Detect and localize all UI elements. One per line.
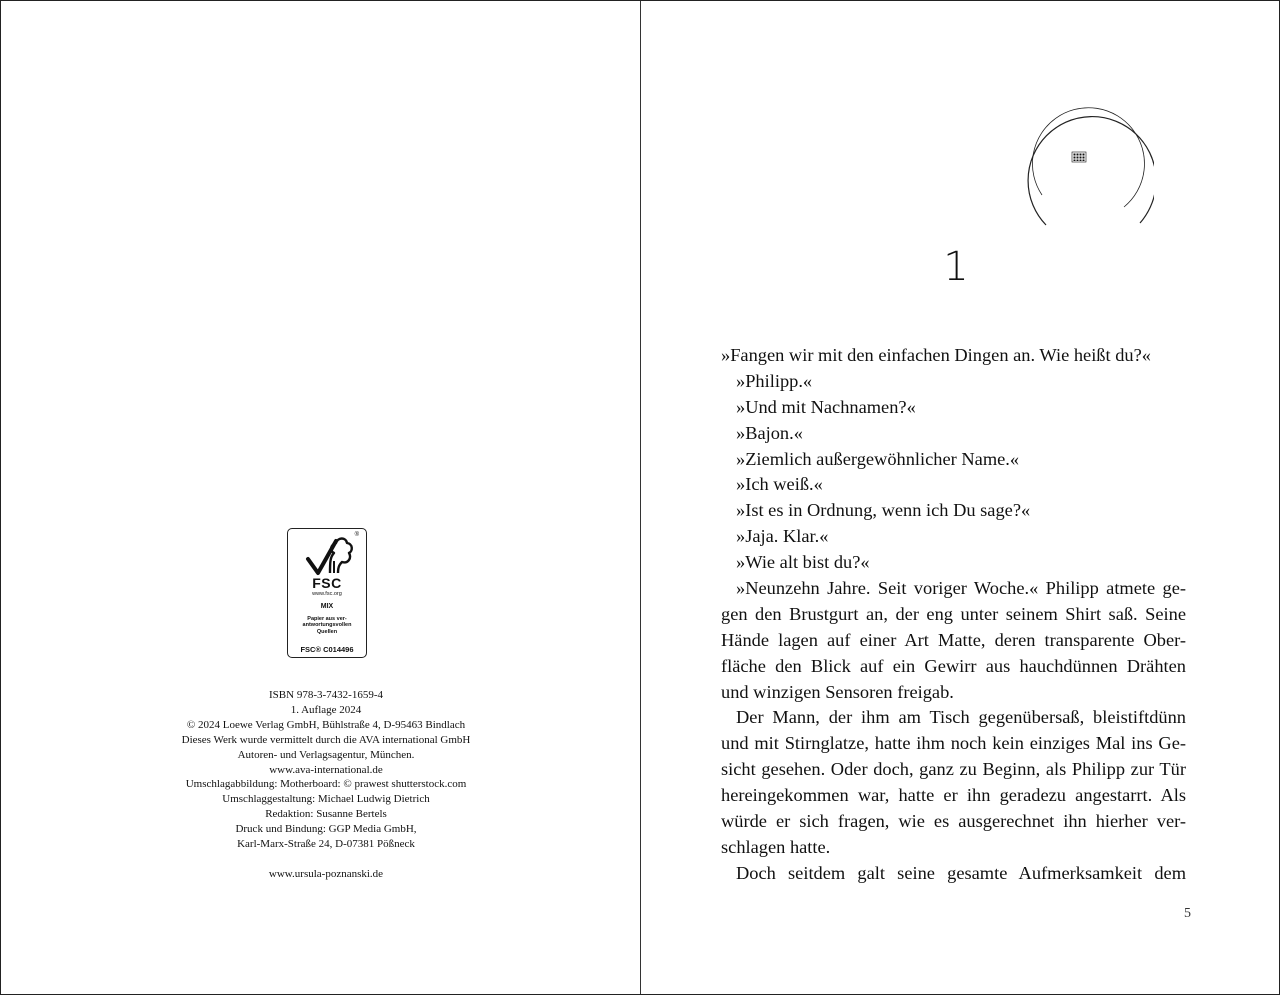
text-line: »Bajon.« xyxy=(736,422,803,443)
text-line: sicht gesehen. Oder doch, ganz zu Beginn, als Philipp zur Tür xyxy=(721,759,1186,780)
imprint-line: Umschlaggestaltung: Michael Ludwig Dietrich xyxy=(222,793,430,806)
text-line: »Ziemlich außergewöhnlicher Name.« xyxy=(736,448,1020,469)
isbn: ISBN 978-3-7432-1659-4 xyxy=(269,689,383,701)
text-line: »Wie alt bist du?« xyxy=(736,552,870,573)
chapter-number: 1 xyxy=(943,244,969,290)
right-page xyxy=(641,1,1279,994)
left-page xyxy=(1,1,640,994)
fsc-url: www.fsc.org xyxy=(312,591,342,597)
imprint-line: Dieses Werk wurde vermittelt durch die AVA international GmbH xyxy=(181,733,471,746)
text-line: und mit Stirnglatze, hatte ihm noch kein einziges Mal ins Ge- xyxy=(721,733,1186,754)
imprint-line: Umschlagabbildung: Motherboard: © prawest shutterstock.com xyxy=(185,778,467,791)
text-line: hereingekommen war, hatte er ihn geradezu angestarrt. Als xyxy=(721,785,1186,806)
text-line: gen den Brustgurt an, der eng unter seinem Shirt saß. Seine xyxy=(721,603,1186,624)
imprint-line: www.ava-international.de xyxy=(269,763,383,776)
text-line: »Neunzehn Jahre. Seit voriger Woche.« Philipp atmete ge- xyxy=(736,578,1186,599)
chapter-text xyxy=(721,343,1186,887)
fsc-mix-label: MIX xyxy=(320,603,334,610)
text-line: »Philipp.« xyxy=(736,370,813,391)
author-website: www.ursula-poznanski.de xyxy=(268,867,384,880)
fsc-description: Papier aus ver- antwortungsvollen Quellen xyxy=(302,616,352,635)
page-number: 5 xyxy=(1184,906,1191,921)
text-line: und winzigen Sensoren freigab. xyxy=(721,681,954,702)
imprint-line: Redaktion: Susanne Bertels xyxy=(265,808,387,821)
text-line: fläche den Blick auf ein Gewirr aus hauchdünnen Drähten xyxy=(721,655,1186,676)
text-line: würde er sich fragen, wie es ausgerechnet ihn hierher ver- xyxy=(721,811,1186,832)
imprint-line: Karl-Marx-Straße 24, D-07381 Pößneck xyxy=(237,838,415,851)
text-line: »Jaja. Klar.« xyxy=(736,526,829,547)
registered-mark: ® xyxy=(354,532,359,538)
text-line: Der Mann, der ihm am Tisch gegenübersaß, bleistiftdünn xyxy=(736,707,1186,728)
text-line: schlagen hatte. xyxy=(721,836,831,857)
imprint xyxy=(131,688,521,882)
imprint-line: Druck und Bindung: GGP Media GmbH, xyxy=(235,823,417,836)
text-line: »Fangen wir mit den einfachen Dingen an. Wie heißt du?« xyxy=(721,345,1151,365)
text-line: »Und mit Nachnamen?« xyxy=(736,396,916,417)
tree-check-icon xyxy=(300,533,356,581)
fsc-name: FSC xyxy=(312,575,342,591)
circle-chip-icon xyxy=(1022,85,1154,233)
imprint-line: Autoren- und Verlagsagentur, München. xyxy=(237,748,415,761)
text-line: Hände lagen auf einer Art Matte, deren transparente Ober- xyxy=(721,629,1186,650)
text-line: »Ich weiß.« xyxy=(736,474,823,495)
text-line: Doch seitdem galt seine gesamte Aufmerksamkeit dem xyxy=(736,862,1186,883)
fsc-license-code: FSC® C014496 xyxy=(300,645,354,654)
copyright: © 2024 Loewe Verlag GmbH, Bühlstraße 4, D-95463 Bindlach xyxy=(186,718,466,731)
edition: 1. Auflage 2024 xyxy=(290,703,362,716)
text-line: »Ist es in Ordnung, wenn ich Du sage?« xyxy=(736,500,1031,521)
fsc-logo xyxy=(287,528,367,658)
